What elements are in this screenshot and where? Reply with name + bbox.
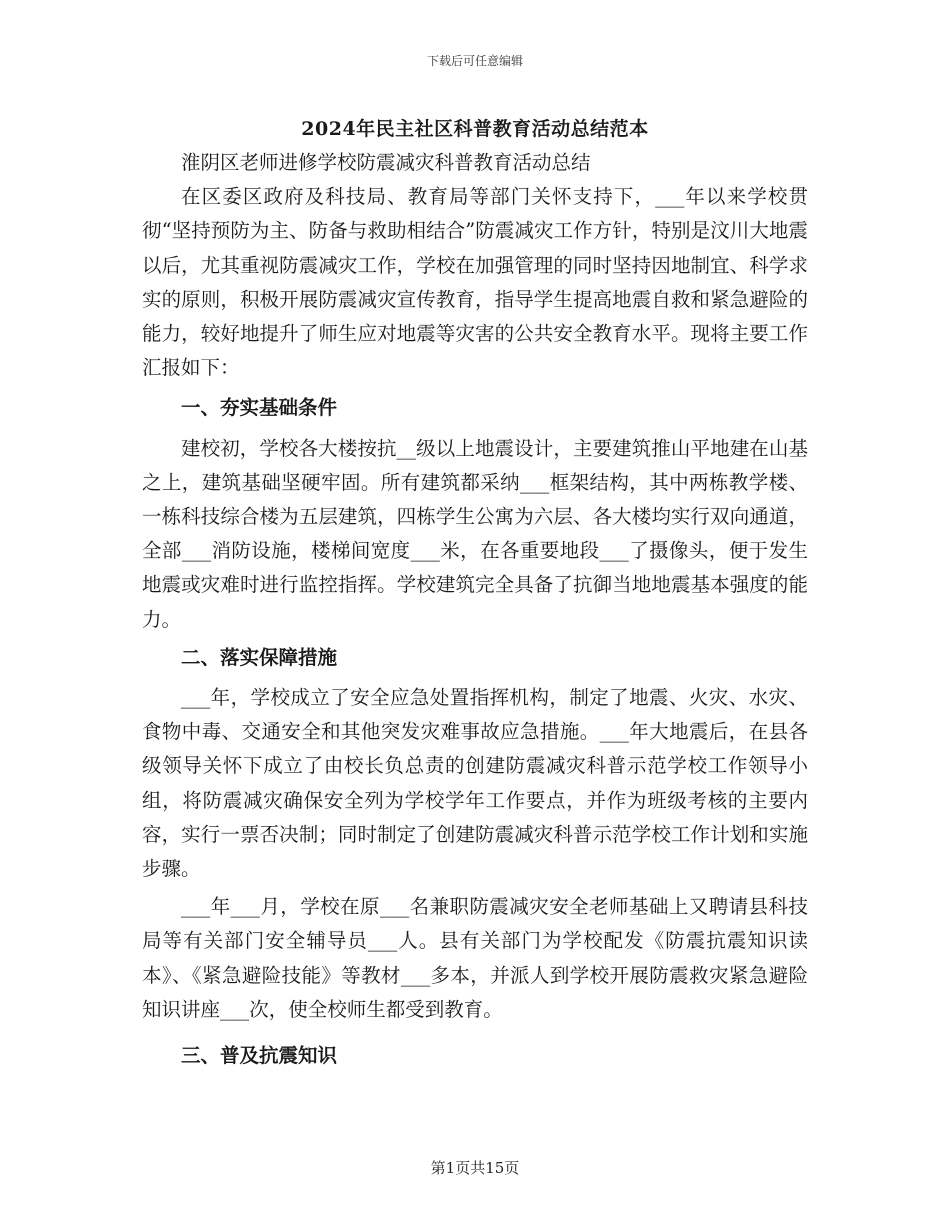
- section-heading-2: 二、落实保障措施: [181, 645, 338, 669]
- intro-paragraph: 在区委区政府及科技局、教育局等部门关怀支持下，___年以来学校贯彻“坚持预防为主、防备与救助相结合”防震减灾工作方针，特别是汶川大地震以后，尤其重视防震减灾工作，学校在加强管理的同时坚持因地制宜、科学求实的原则，积极开展防震减灾宣传教育，指导学生提高地震自救和紧急避险的能力，较好地提升了师生应对地震等灾害的公共安全教育水平。现将主要工作汇报如下：: [142, 185, 808, 380]
- document-subtitle: 淮阴区老师进修学校防震减灾科普教育活动总结: [181, 151, 591, 174]
- document-body: [142, 146, 808, 1073]
- section2-paragraph-2: ___年___月，学校在原___名兼职防震减灾安全老师基础上又聘请县科技局等有关部门安全辅导员___人。县有关部门为学校配发《防震抗震知识读本》、《紧急避险技能》等教材___多本，并派人到学校开展防震救灾紧急避险知识讲座___次，使全校师生都受到教育。: [142, 895, 808, 1021]
- header-note: 下载后可任意编辑: [426, 54, 523, 68]
- section1-paragraph: 建校初，学校各大楼按抗__级以上地震设计，主要建筑推山平地建在山基之上，建筑基础坚硬牢固。所有建筑都采纳___框架结构，其中两栋教学楼、一栋科技综合楼为五层建筑，四栋学生公寓为六层、各大楼均实行双向通道，全部___消防设施，楼梯间宽度___米，在各重要地段___了摄像头，便于发生地震或灾难时进行监控指挥。学校建筑完全具备了抗御当地地震基本强度的能力。: [142, 436, 808, 631]
- document-title: 2024年民主社区科普教育活动总结范本: [301, 118, 649, 140]
- section2-paragraph-1: ___年，学校成立了安全应急处置指挥机构，制定了地震、火灾、水灾、食物中毒、交通安全和其他突发灾难事故应急措施。___年大地震后，在县各级领导关怀下成立了由校长负总责的创建防震减灾科普示范学校工作领导小组，将防震减灾确保安全列为学校学年工作要点，并作为班级考核的主要内容，实行一票否决制；同时制定了创建防震减灾科普示范学校工作计划和实施步骤。: [142, 686, 808, 881]
- section-heading-3: 三、普及抗震知识: [181, 1044, 338, 1068]
- section-heading-1: 一、夯实基础条件: [181, 396, 338, 420]
- page-footer: 第1页共15页: [430, 1159, 520, 1177]
